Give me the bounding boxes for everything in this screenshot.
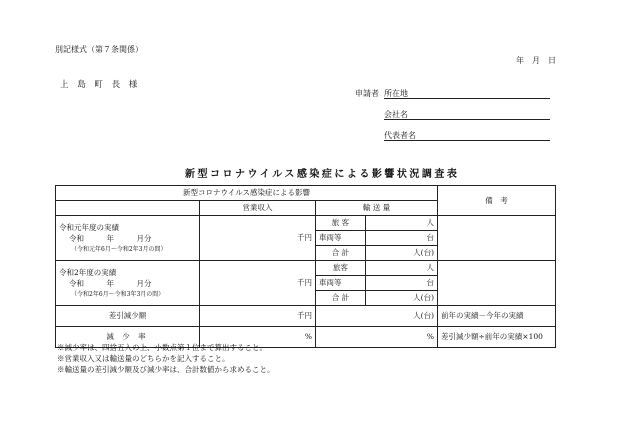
diff-remark: 前年の実績－今年の実績	[438, 306, 556, 327]
row1-item-label: 合 計	[316, 246, 366, 261]
row2-period: 令和 年 月分	[69, 278, 152, 288]
row2-item-unit: 人	[426, 263, 434, 272]
row1-revenue-input[interactable]	[200, 216, 316, 261]
row2-range: （令和2年6月～令和3年3月の間）	[71, 290, 165, 298]
document-title: 新型コロナウイルス感染症による影響状況調査表	[185, 169, 460, 180]
diff-label: 差引減少額	[56, 306, 200, 327]
diff-revenue-input[interactable]	[200, 306, 316, 327]
row2-revenue-input[interactable]	[200, 261, 316, 306]
form-reference: 別記様式（第７条関係）	[55, 45, 143, 54]
row1-item-unit: 人(台)	[413, 248, 434, 257]
row2-item-unit: 人(台)	[413, 293, 434, 302]
row1-item-unit: 台	[426, 233, 434, 242]
representative-label: 代表者名	[384, 131, 416, 140]
rate-transport-input[interactable]	[316, 327, 438, 348]
blank-header	[56, 201, 200, 216]
rate-revenue-unit: %	[304, 332, 312, 341]
row1-item-unit: 人	[426, 218, 434, 227]
row1-item-input[interactable]	[366, 246, 438, 261]
row2-item-label: 車両等	[316, 276, 366, 291]
row1-item-label: 車両等	[316, 231, 366, 246]
rate-remark: 差引減少額÷前年の実績×100	[438, 327, 556, 348]
transport-header: 輸 送 量	[316, 201, 438, 216]
row2-label-cell	[56, 261, 200, 306]
addressee: 上 島 町 長 様	[60, 80, 141, 90]
row2-title: 令和2年度の実績	[59, 267, 117, 277]
rate-transport-unit: %	[426, 332, 434, 341]
group-header: 新型コロナウイルス感染症による影響	[56, 186, 438, 201]
diff-revenue-unit: 千円	[297, 311, 312, 320]
note-item: ※減少率は、四捨五入の上、小数点第１位まで算出すること。	[57, 343, 267, 352]
diff-transport-input[interactable]	[316, 306, 438, 327]
date-line: 年 月 日	[516, 56, 556, 65]
row2-item-input[interactable]	[366, 261, 438, 276]
row1-remarks-input[interactable]	[438, 216, 556, 261]
diff-transport-unit: 人(台)	[413, 311, 434, 320]
row2-remarks-input[interactable]	[438, 261, 556, 306]
row1-item-input[interactable]	[366, 231, 438, 246]
row1-label-cell	[56, 216, 200, 261]
row1-item-input[interactable]	[366, 216, 438, 231]
row1-range: （令和元年6月～令和2年3月の間）	[71, 245, 167, 253]
row1-revenue-unit: 千円	[297, 233, 312, 242]
row1-title: 令和元年度の実績	[59, 222, 119, 232]
address-label: 所在地	[384, 89, 408, 98]
row1-item-label: 旅 客	[316, 216, 366, 231]
note-item: ※輸送量の差引減少額及び減少率は、合計数値から求めること。	[57, 365, 275, 374]
address-field[interactable]	[384, 88, 550, 99]
row2-item-input[interactable]	[366, 276, 438, 291]
row1-period: 令和 年 月分	[69, 233, 152, 243]
revenue-header: 営業収入	[200, 201, 316, 216]
notes	[57, 342, 275, 375]
company-label: 会社名	[384, 110, 408, 119]
note-item: ※営業収入又は輸送量のどちらかを記入すること。	[57, 354, 230, 363]
representative-field[interactable]	[384, 130, 550, 141]
remarks-header: 備 考	[438, 186, 556, 216]
row2-revenue-unit: 千円	[297, 278, 312, 287]
impact-table	[55, 185, 556, 348]
row2-item-label: 合 計	[316, 291, 366, 306]
row2-item-unit: 台	[426, 278, 434, 287]
applicant-label: 申請者	[355, 89, 379, 98]
rate-label: 減 少 率	[56, 327, 200, 348]
row2-item-input[interactable]	[366, 291, 438, 306]
company-field[interactable]	[384, 109, 550, 120]
row2-item-label: 旅客	[316, 261, 366, 276]
